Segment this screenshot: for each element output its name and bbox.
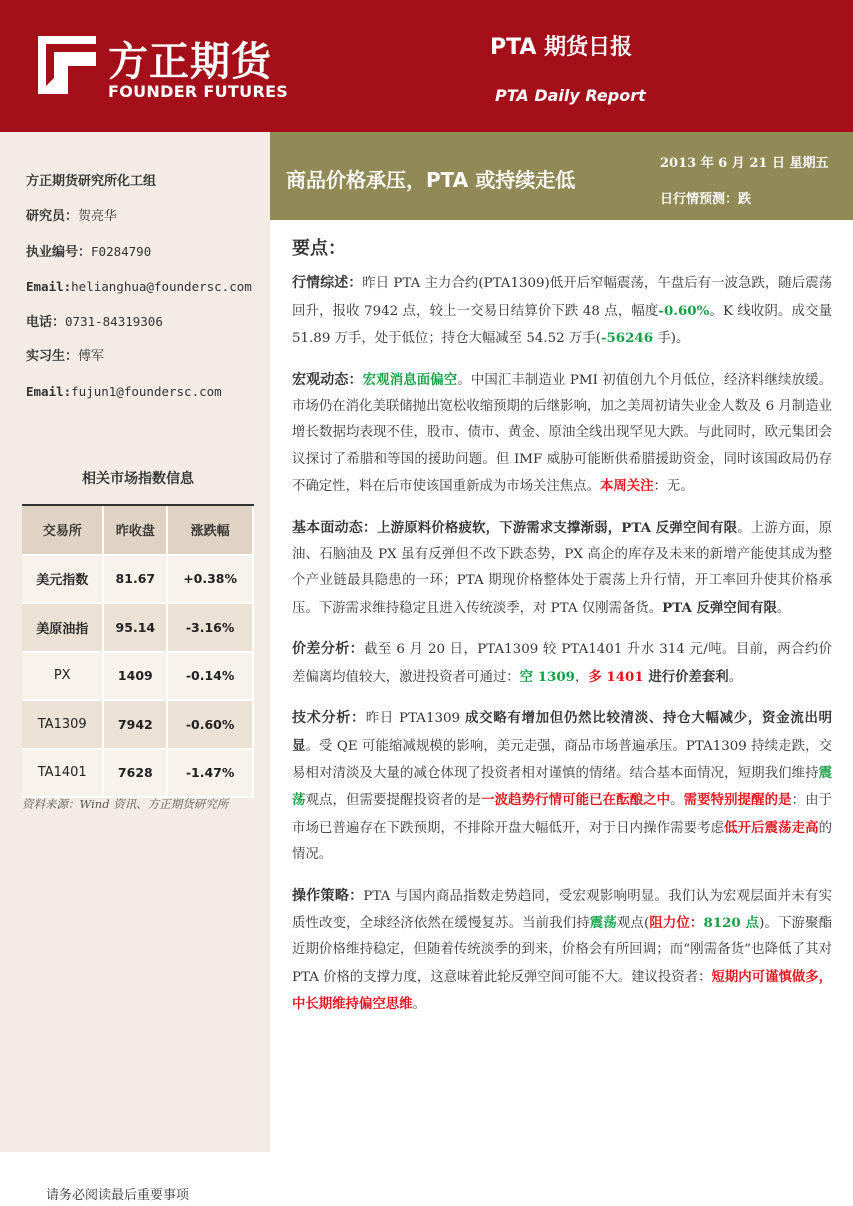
sidebar [0,132,270,1152]
market-summary-paragraph: 行情综述：昨日 PTA 主力合约(PTA1309)低开后窄幅震荡，午盘后有一波急跌，随后震荡回升，报收 7942 点，较上一交易日结算价下跌 48 点，幅度-0.60%。K 线收阴。成交量 51.89 万手，处于低位；持仓大幅减至 54.52 万手(-56246 手)。 [292,275,833,347]
table-row: 美原油指 95.14 -3.16% [22,603,253,652]
analyst: 研究员：贺亮华 [26,209,118,224]
market-table-title: 相关市场指数信息 [82,471,194,487]
col-header-close: 昨收盘 [103,506,167,555]
key-points-heading: 要点： [292,238,346,259]
strategy-paragraph: 操作策略：PTA 与国内商品指数走势趋同，受宏观影响明显。我们认为宏观层面并未有实质性改变，全球经济依然在缓慢复苏。当前我们持震荡观点(阻力位：8120 点)。下游聚酯近期价格维持稳定，但随着传统淡季的到来，价格会有所回调；而“刚需备货”也降低了其对 PTA 价格的支撑力度，这意味着此轮反弹空间可能不大。建议投资者：短期内可谨慎做多，中长期维持偏空思维。 [292,887,833,1013]
report-date: 2013 年 6 月 21 日 星期五 [660,156,829,171]
headline: 商品价格承压，PTA 或持续走低 [286,168,576,192]
title-bar [270,132,853,220]
table-row: PX 1409 -0.14% [22,652,253,701]
data-source-note: 资料来源：Wind 资讯、方正期货研究所 [22,797,229,811]
col-header-change: 涨跌幅 [167,506,253,555]
col-header-exchange: 交易所 [22,506,103,555]
analyst-email[interactable]: Email:helianghua@foundersc.com [26,279,252,294]
table-header-row [22,506,253,555]
analyst-info [26,172,252,417]
report-title-cn: PTA 期货日报 [490,35,633,60]
footer-notice: 请务必阅读最后重要事项 [46,1188,190,1203]
fundamentals-paragraph: 基本面动态：上游原料价格疲软，下游需求支撑渐弱，PTA 反弹空间有限。上游方面，原油、石脑油及 PX 虽有反弹但不改下跌态势，PX 高企的库存及未来的新增产能使其成为整个产业链最具隐患的一环；PTA 期现价格整体处于震荡上升行情，开工率回升使其价格承压。下游需求维持稳定且进入传统淡季，对 PTA 仅刚需备货。PTA 反弹空间有限。 [292,519,832,616]
founder-logo-icon [38,36,96,94]
report-header [0,0,853,132]
macro-paragraph: 宏观动态：宏观消息面偏空。中国汇丰制造业 PMI 初值创九个月低位，经济料继续放缓。市场仍在消化美联储抛出宽松收缩预期的后继影响，加之美周初请失业金人数及 6 月制造业增长数据均表现不佳，股市、债市、黄金、原油全线出现罕见大跌。与此同时，欧元集团会议探讨了希腊和等国的援助问题。但 IMF 威胁可能断供希腊援助资金，同时该国政局仍存不确定性，料在后市使该国重新成为市场关注焦点。本周关注：无。 [292,371,832,495]
department: 方正期货研究所化工组 [26,174,157,189]
table-row: TA1401 7628 -1.47% [22,749,253,798]
report-body [292,236,832,1033]
phone: 电话：0731-84319306 [26,314,163,330]
technical-paragraph: 技术分析：昨日 PTA1309 成交略有增加但仍然比较清淡、持仓大幅减少，资金流出明显。受 QE 可能缩减规模的影响，美元走强，商品市场普遍承压。PTA1309 持续走跌，交易相对清淡及大量的减仓体现了投资者相对谨慎的情绪。结合基本面情况，短期我们维持震荡观点，但需要提醒投资者的是一波趋势行情可能已在酝酿之中。需要特别提醒的是：由于市场已普遍存在下跌预期，不排除开盘大幅低开，对于日内操作需要考虑低开后震荡走高的情况。 [292,710,833,863]
intern: 实习生：傅军 [26,349,105,364]
market-index-table [22,506,254,798]
daily-forecast: 日行情预测：跌 [660,192,752,207]
logo-english-name: FOUNDER FUTURES [108,82,289,101]
table-row: TA1309 7942 -0.60% [22,700,253,749]
table-row: 美元指数 81.67 +0.38% [22,555,253,604]
intern-email[interactable]: Email:fujun1@foundersc.com [26,384,222,399]
logo-chinese-name: 方正期货 [108,39,272,85]
report-title-en: PTA Daily Report [495,86,646,105]
license-number: 执业编号：F0284790 [26,244,152,260]
spread-paragraph: 价差分析：截至 6 月 20 日，PTA1309 较 PTA1401 升水 314 元/吨。目前，两合约价差偏离均值较大，激进投资者可通过：空 1309，多 1401 进行价差套利。 [292,641,833,685]
